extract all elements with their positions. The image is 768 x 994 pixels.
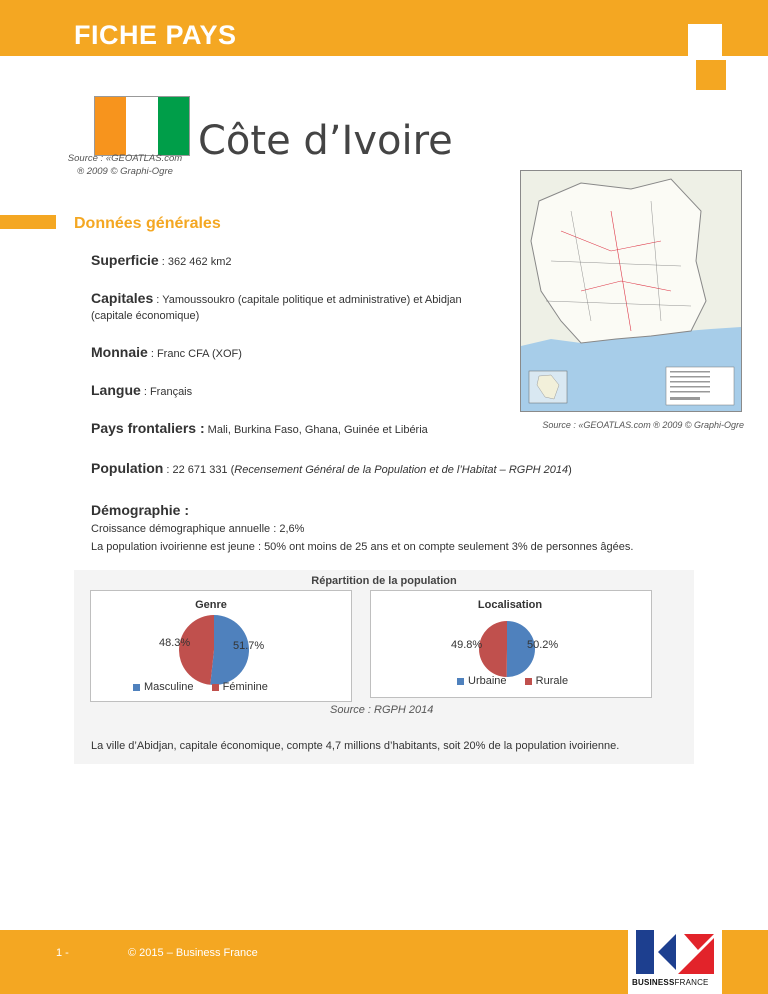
flag-source-line1: Source : «GEOATLAS.com [67, 153, 183, 164]
capitales-value-line2: (capitale économique) [91, 310, 200, 322]
genre-label-feminine: 48.3% [159, 637, 191, 649]
capitales-value: : Yamoussoukro (capitale politique et administrative) et Abidjan [153, 294, 462, 306]
legend-swatch-masculine [133, 684, 140, 691]
pie-slice-feminine [179, 615, 214, 685]
demo-line1: Croissance démographique annuelle : 2,6% [91, 523, 305, 535]
logo-text [632, 978, 709, 987]
country-map [520, 170, 742, 412]
capitales-label: Capitales [91, 290, 154, 306]
map-source: Source : «GEOATLAS.com ® 2009 © Graphi-Ogre [542, 420, 744, 430]
localisation-legend [457, 675, 568, 687]
pays-value: Mali, Burkina Faso, Ghana, Guinée et Libéria [204, 424, 428, 436]
genre-legend [133, 681, 268, 693]
genre-chart [90, 590, 352, 702]
legend-swatch-feminine [212, 684, 219, 691]
localisation-label-rurale: 49.8% [451, 639, 483, 651]
chart-source: Source : RGPH 2014 [330, 704, 434, 716]
flag-stripe-white [126, 97, 157, 155]
footer-copyright: © 2015 – Business France [128, 947, 258, 959]
pie-slice-rurale [479, 621, 507, 677]
map-graphic [521, 171, 741, 411]
langue-label: Langue [91, 382, 141, 398]
section-title: Données générales [74, 215, 221, 232]
header-decor-square-orange [696, 60, 726, 90]
population-value: : 22 671 331 ( [163, 464, 235, 476]
legend-swatch-rurale [525, 678, 532, 685]
localisation-chart-title: Localisation [477, 599, 543, 611]
section-bar [0, 215, 56, 229]
field-pays-frontaliers [91, 420, 428, 436]
header-title: FICHE PAYS [74, 20, 237, 50]
legend-urbaine: Urbaine [468, 675, 507, 687]
demo-line2: La population ivoirienne est jeune : 50% ont moins de 25 ans et on compte seulement 3% de personnes âgées. [91, 541, 634, 553]
business-france-logo [628, 924, 722, 994]
monnaie-label: Monnaie [91, 344, 148, 360]
flag-source-line2: ® 2009 © Graphi-Ogre [77, 166, 173, 177]
field-demographie [91, 502, 189, 518]
field-population [91, 460, 572, 476]
superficie-value: : 362 462 km2 [158, 256, 232, 268]
field-capitales [91, 290, 462, 306]
genre-chart-title: Genre [195, 599, 227, 611]
genre-label-masculine: 51.7% [233, 640, 265, 652]
logo-text-light: FRANCE [674, 978, 709, 987]
localisation-chart [370, 590, 652, 698]
country-name: Côte d’Ivoire [198, 118, 453, 164]
flag-stripe-orange [95, 97, 126, 155]
header-decor-square [688, 24, 722, 58]
chart-main-title: Répartition de la population [311, 575, 457, 587]
logo-mark [636, 930, 716, 974]
population-label: Population [91, 460, 164, 476]
page-number: 1 - [56, 947, 69, 959]
demographie-label: Démographie : [91, 502, 190, 518]
superficie-label: Superficie [91, 252, 159, 268]
country-flag [94, 96, 190, 156]
abidjan-note: La ville d’Abidjan, capitale économique, compte 4,7 millions d’habitants, soit 20% de la population ivoirienne. [91, 740, 620, 752]
localisation-label-urbaine: 50.2% [527, 639, 559, 651]
logo-text-bold: BUSINESS [632, 978, 675, 987]
field-langue [91, 382, 192, 398]
field-superficie [91, 252, 231, 268]
legend-rurale: Rurale [535, 675, 569, 687]
legend-swatch-urbaine [457, 678, 464, 685]
monnaie-value: : Franc CFA (XOF) [147, 348, 242, 360]
langue-value: : Français [140, 386, 193, 398]
pays-label: Pays frontaliers : [91, 420, 205, 436]
population-close: ) [568, 464, 572, 476]
legend-masculine: Masculine [144, 681, 194, 693]
field-monnaie [91, 344, 242, 360]
flag-source [60, 152, 190, 178]
flag-stripe-green [158, 97, 189, 155]
population-census: Recensement Général de la Population et de l’Habitat – RGPH 2014 [234, 464, 569, 476]
legend-feminine: Féminine [222, 681, 268, 693]
